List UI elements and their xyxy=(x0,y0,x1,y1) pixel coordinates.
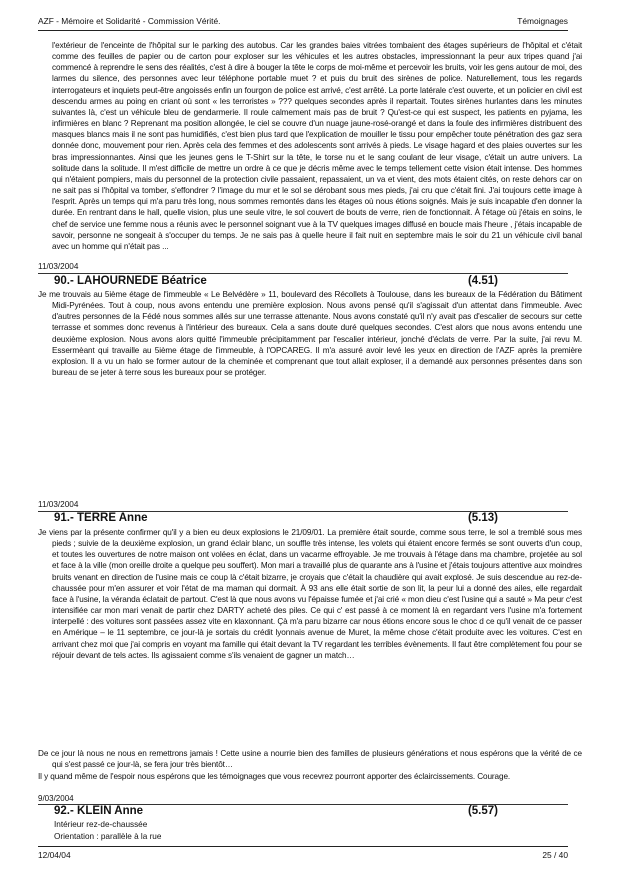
entry-91-paragraph-1: Je viens par la présente confirmer qu'il y a bien eu deux explosions le 21/09/01. La première était sourde, comme sous terre, le sol a tremblé sous mes pieds ; suivie de la deuxième explosion, un grand éclair blanc, un souffle très intense, les volets qui étaient encore fermés se sont ouverts d'un coup, et toutes les ouvertures de notre maison ont volées en éclat, dans un vacarme effroyable. Je me trouvais à l'étage dans ma chambre, projetée au sol et face à la ville (mon oreille droite a quelque peu souffert). Mon mari a travaillé plus de quarante ans à l'usine et j'étais toujours attentive aux moindres bruits venant en direction de l'usine mais ce coup là c'était bizarre, je croyais que c'était la chaudière qui avait explosé. Je suis descendue au rez-de-chaussée pour m'en assurer et voir l'état de ma maman qui dormait. À 93 ans elle était sortie de son lit, la peur lui a donné des ailes, elle regardait face à l'usine, la véranda éclatait de partout. C'est là que nous avons vu l'épaisse fumée et j'ai crié « mon dieu c'est l'usine qui a sauté » Ma peur c'est intensifiée car mon mari venait de partir chez DARTY acheté des piles. Ce qui c' est passé à ce moment là en regardant vers l'usine m'a fortement interpellé : des voitures sont passées assez vite en klaxonnant. Çà m'a paru bizarre car nous étions encore sous le choc d ce qu'il venait de ce passer en Amérique – le 11 septembre, ce jour-là je sortais du crédit lyonnais avenue de Muret, la même chose c'était produite avec les voitures. C'est en arrivant chez moi que j'ai compris en voyant ma famille qui était devant la TV regardant les terribles évènements. Il faut être complètement fou pour se réjouir devant de tels actes. Ils agissaient comme s'ils venaient de gagner un match… xyxy=(38,528,582,660)
entry-90-heading xyxy=(54,275,498,289)
entry-92-name: 92.- KLEIN Anne xyxy=(54,805,144,817)
entry-91-name: 91.- TERRE Anne xyxy=(54,512,148,524)
testimony-date-3: 9/03/2004 xyxy=(38,794,568,805)
continued-testimony-text: l'extérieur de l'enceinte de l'hôpital sur le parking des autobus. Car les grandes baies vitrées tombaient des étages supérieurs de l'hôpital et c'était comme des feuilles de papier ou de carton pour exploser sur les véhicules et les autres obstacles, impressionnant la peur aux tripes quand j'ai commencé à reprendre le sens des réalités, c'est à dire à bouger la tête le corps de moi-même et percevoir les bruits, voir les gens autour de moi, des larmes du silence, des personnes avec leur téléphone portable muet ? et puis du bruit des sirènes de police. Naturellement, tous les regards interrogateurs et inquiets peut-être angoissés enfin un fourgon de police est arrivé, c'est arrêté. La porte latérale c'est ouverte, et un policier en civil est descendu armes au poing en criant où sont « les terroristes » ??? quelques secondes après il repartait. Toutes sirènes hurlantes dans les minutes suivantes là, c'est un véhicule bleu de gendarmerie. Il roule calmement mais pas de bruit ? Qu'est-ce qui est suspect, les patients en pyjama, les infirmières en blanc ? Reprenant ma position allongée, le ciel se couvre d'un nuage jaune-rosé-orangé et dans la foule des infirmières distribuent des masques blancs mais il ne sont pas humidifiés, c'est bien plus tard que l'explication de mouiller le tissu pour empêcher toute pénétration des gaz sera donnée donc, mouvement pour rien. Après cela des femmes et des adolescents sont arrivés à pieds. Le visage hagard et des plaies ouvertes sur les bras impressionnantes. Ainsi que les jeunes gens le T-Shirt sur la tête, le torse nu et le sang coulant de leur visage, c'était un autre univers. La solitude dans la solitude. Il m'est difficile de mettre un ordre à ce que je décris même avec le temps tellement cette vision était intense. Des hommes qui n'étaient pompiers, mais du personnel de la protection civile passaient, repassaient, un va et vient, des mots étaient cités, on reste dehors car on ne sait pas si l'hôpital va tomber, s'effondrer ? l'image du mur et le sol se dérobant sous mes pieds, j'ai cru que c'était fini. J'ai toujours cette image à l'esprit. Après un temps qui m'a paru très long, nous sommes remontés dans les étages où nous étions soignés. Mais je suis incapable d'en donner la durée. En rentrant dans le hall, quelle vision, plus une seule vitre, le sol couvert de bouts de verre, rien de fonctionnait. À l'étage où j'étais en soins, le chef de service une femme nous a réunis avec le personnel soignant vue à la TV quelques images diffusé en boucle mais l'heure , j'étais incapable de savoir, personne ne songeait à s'occuper du temps. Je ne sais pas à quelle heure il fait nuit en septembre mais le soir du 21 un véhicule civil banal avec un homme qui n'était pas ... xyxy=(52,41,582,251)
entry-91-score: (5.13) xyxy=(467,512,498,524)
testimony-date-1: 11/03/2004 xyxy=(38,262,568,274)
entry-92-score: (5.57) xyxy=(467,805,498,817)
entry-91-paragraph-3: Il y quand même de l'espoir nous espérons que les témoignages que vous recevrez pourront apporter des éclaircissements. Courage. xyxy=(38,772,511,781)
entry-90-text: Je me trouvais au 5ième étage de l'immeuble « Le Belvédère » 11, boulevard des Récollets à Toulouse, dans les bureaux de la Fédération du Bâtiment Midi-Pyrénées. Tout à coup, nous avons entendu une première explosion. Nous avons pensé qu'il s'agissait d'un attentat dans l'immeuble. Avec d'autres personnes de la Fédé nous sommes allés sur une terrasse attenante. Nous avons constaté qu'il n'y avait pas d'escalier de secours sur cette terrasse et sommes donc revenus à l'intérieur des bureaux. Cela a sans doute duré quelques secondes. C'est alors que nous avons entendu une deuxième explosion. Nous avons alors quitté l'immeuble précipitamment par l'escalier intérieur, jonché d'éclats de verre. Par la suite, j'ai revu M. Essermèant qui travaille au 5ième étage de l'immeuble, à l'OPCAREG. Il m'a assuré avoir levé les yeux en direction de l'AZF après la première explosion. Il a vu un halo se former autour de la cheminée et comprenant que tout allait exploser, il a demandé aux personnes présentes dans son bureau de se jeter à terre sous les bureaux pour se protéger. xyxy=(38,290,582,378)
entry-90-score: (4.51) xyxy=(467,275,498,287)
entry-92-interior: Intérieur rez-de-chaussée xyxy=(54,820,148,829)
page-footer xyxy=(38,846,568,864)
page-number: 25 / 40 xyxy=(542,850,568,860)
testimony-date-2: 11/03/2004 xyxy=(38,500,568,512)
running-header xyxy=(38,16,568,31)
entry-92-orientation: Orientation : parallèle à la rue xyxy=(54,831,162,841)
footer-date: 12/04/04 xyxy=(38,850,71,860)
header-section: Témoignages xyxy=(517,16,568,26)
entry-92-heading xyxy=(54,805,498,819)
header-title: AZF - Mémoire et Solidarité - Commission Vérité. xyxy=(38,16,221,26)
entry-92-details xyxy=(54,819,354,842)
entry-91-heading xyxy=(54,512,498,526)
entry-91-paragraph-2: De ce jour là nous ne nous en remettrons jamais ! Cette usine a nourrie bien des familles de plusieurs générations et nous espérons que la vérité de ce qui s'est passé ce jour-là, se fera jour très bientôt… xyxy=(38,749,582,770)
entry-90-name: 90.- LAHOURNEDE Béatrice xyxy=(54,275,207,287)
